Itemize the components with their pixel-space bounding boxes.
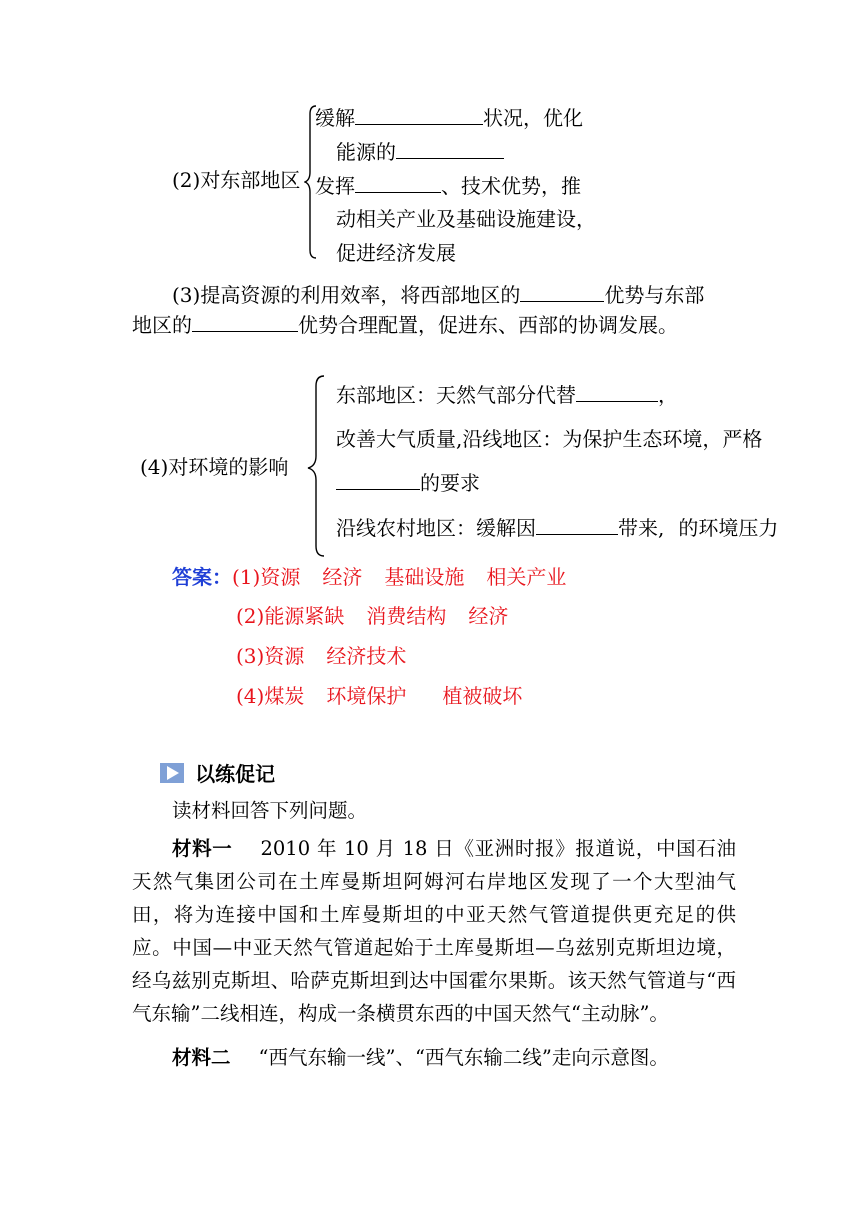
answer-line2: (2)能源紧缺 消费结构 经济 [236,604,509,628]
part3-line1: (3)提高资源的利用效率，将西部地区的 优势与东部 [172,283,705,307]
part2-line4: 动相关产业及基础设施建设， [336,207,596,231]
blank[interactable] [336,471,420,490]
part4-line3: 的要求 [336,471,480,495]
answer-line1: 答案：(1)资源 经济 基础设施 相关产业 [172,565,567,589]
material-two-text: “西气东输一线”、“西气东输二线”走向示意图。 [258,1046,669,1069]
part2-line3: 发挥 、技术优势，推 [315,174,581,198]
part2-line2: 能源的 [336,140,504,164]
answer-line3: (3)资源 经济技术 [236,644,407,668]
blank[interactable] [576,383,658,402]
part3-line2: 地区的 优势合理配置，促进东、西部的协调发展。 [132,313,678,337]
part2-label: (2)对东部地区 [172,168,301,192]
practice-intro: 读材料回答下列问题。 [172,799,368,822]
answer-label: 答案： [172,565,232,589]
section-title: 以练促记 [195,762,276,786]
blank[interactable] [355,106,483,125]
part2-line5: 促进经济发展 [336,241,456,265]
blank[interactable] [520,283,604,302]
blank[interactable] [396,140,504,159]
answer-line4: (4)煤炭 环境保护 植被破坏 [236,684,523,708]
blank[interactable] [536,516,618,535]
blank[interactable] [192,313,298,332]
practice-section-header [160,758,275,787]
material-two [172,1043,669,1073]
blank[interactable] [355,174,441,193]
part4-line2: 改善大气质量,沿线地区：为保护生态环境，严格 [336,427,763,451]
material-one [132,832,736,1030]
part4-brace [306,372,328,560]
part4-line4: 沿线农村地区：缓解因 带来, 的环境压力 [336,516,779,540]
play-triangle-icon [160,763,184,783]
part4-label: (4)对环境的影响 [140,455,289,479]
part2-line1: 缓解 状况，优化 [315,106,583,130]
part4-line1: 东部地区：天然气部分代替 ， [336,383,678,407]
material-two-label: 材料二 [172,1046,231,1069]
material-one-label: 材料一 [172,837,233,860]
material-one-text: 2010 年 10 月 18 日《亚洲时报》报道说，中国石油天然气集团公司在土库曼斯坦阿姆河右岸地区发现了一个大型油气田，将为连接中国和土库曼斯坦的中亚天然气管道提供更充足的供应。中国—中亚天然气管道起始于土库曼斯坦—乌兹别克斯坦边境，经乌兹别克斯坦、哈萨克斯坦到达中国霍尔果斯。该天然气管道与“西气东输”二线相连，构成一条横贯东西的中国天然气“主动脉”。 [132,837,736,1025]
